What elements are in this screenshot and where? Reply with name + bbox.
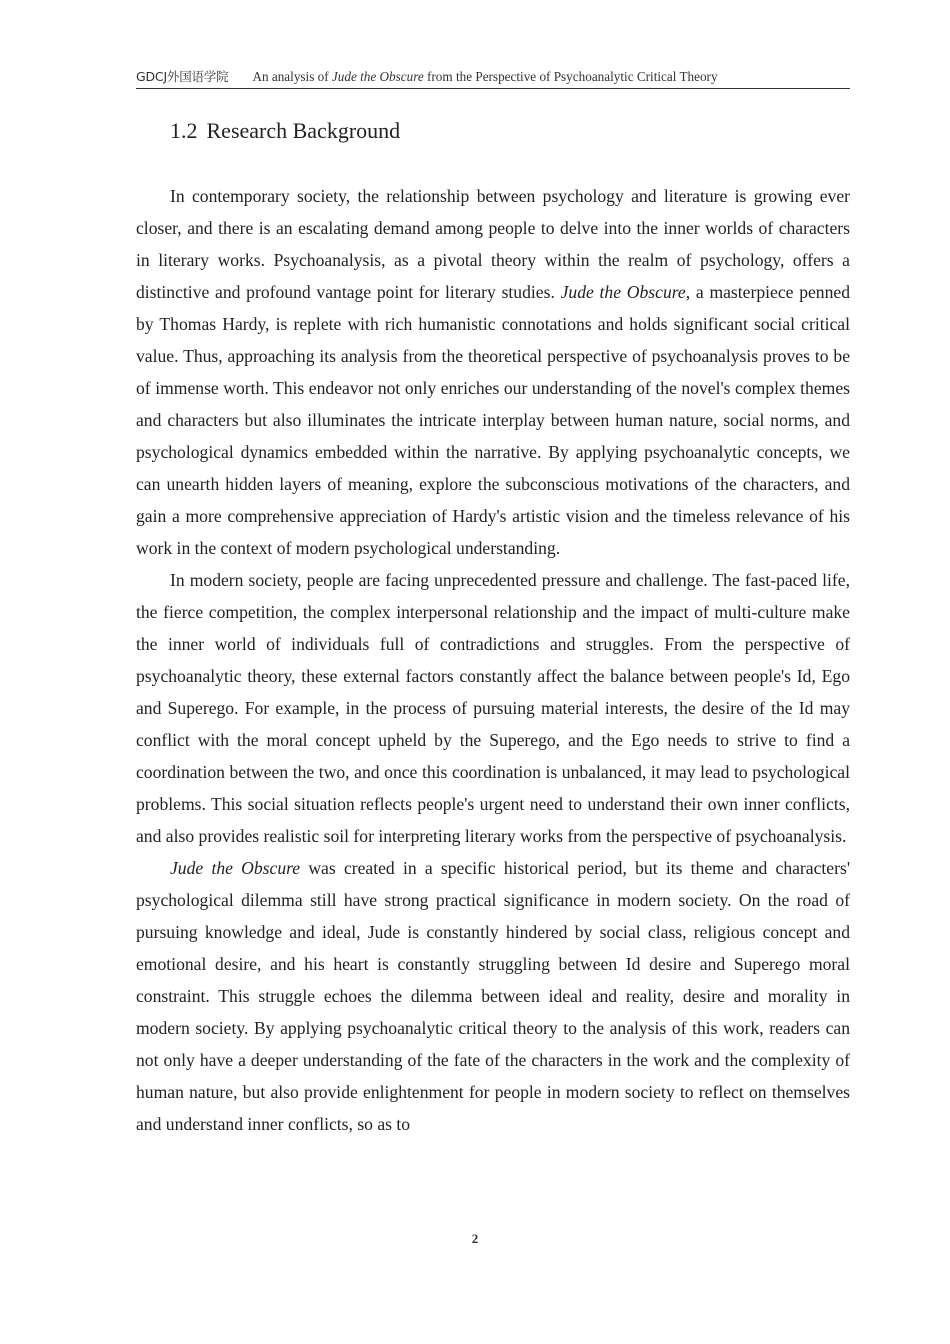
paragraph-2: In modern society, people are facing unprecedented pressure and challenge. The fast-paced life, the fierce competition, the complex interpersonal relationship and the impact of multi-culture make the inner world of individuals full of contradictions and struggles. From the perspective of psychoanalytic theory, these external factors constantly affect the balance between people's Id, Ego and Superego. For example, in the process of pursuing material interests, the desire of the Id may conflict with the moral concept upheld by the Superego, and the Ego needs to strive to find a coordination between the two, and once this coordination is unbalanced, it may lead to psychological problems. This social situation reflects people's urgent need to understand their own inner conflicts, and also provides realistic soil for interpreting literary works from the perspective of psychoanalysis. xyxy=(136,570,850,846)
paragraph-3-book-title: Jude the Obscure xyxy=(170,858,301,878)
header-title-suffix: from the Perspective of Psychoanalytic Critical Theory xyxy=(423,69,718,84)
header-title-prefix: An analysis of xyxy=(252,69,332,84)
paragraph-3 xyxy=(136,852,850,1140)
paragraph-1 xyxy=(136,180,850,564)
section-heading xyxy=(170,116,400,146)
section-number: 1.2 xyxy=(170,118,198,143)
header-title-italic: Jude the Obscure xyxy=(331,69,424,84)
body-text xyxy=(136,180,850,1140)
header-title xyxy=(252,69,717,84)
page-number: 2 xyxy=(471,1231,479,1246)
paragraph-1-part-b: , a masterpiece penned by Thomas Hardy, is replete with rich humanistic connotations and holds significant social critical value. Thus, approaching its analysis from the theoretical perspective of psychoanalysis proves to be of immense worth. This endeavor not only enriches our understanding of the novel's complex themes and characters but also illuminates the intricate interplay between human nature, social norms, and psychological dynamics embedded within the narrative. By applying psychoanalytic concepts, we can unearth hidden layers of meaning, explore the subconscious motivations of the characters, and gain a more comprehensive appreciation of Hardy's artistic vision and the timeless relevance of his work in the context of modern psychological understanding. xyxy=(136,282,850,558)
paragraph-3-part-b: was created in a specific historical period, but its theme and characters' psychological dilemma still have strong practical significance in modern society. On the road of pursuing knowledge and ideal, Jude is constantly hindered by social class, religious concept and emotional desire, and his heart is constantly struggling between Id desire and Superego moral constraint. This struggle echoes the dilemma between ideal and reality, desire and morality in modern society. By applying psychoanalytic critical theory to the analysis of this work, readers can not only have a deeper understanding of the fate of the characters in the work and the complexity of human nature, but also provide enlightenment for people in modern society to reflect on themselves and understand inner conflicts, so as to xyxy=(136,858,850,1134)
running-header xyxy=(136,68,850,89)
header-school-name: GDCJ外国语学院 xyxy=(136,69,229,84)
paragraph-1-book-title: Jude the Obscure xyxy=(560,282,686,302)
section-title: Research Background xyxy=(206,118,401,143)
paragraph-1-part-a: In contemporary society, the relationship between psychology and literature is growing ever closer, and there is an escalating demand among people to delve into the inner worlds of characters in literary works. Psychoanalysis, as a pivotal theory within the realm of psychology, offers a distinctive and profound vantage point for literary studies. xyxy=(136,186,850,302)
